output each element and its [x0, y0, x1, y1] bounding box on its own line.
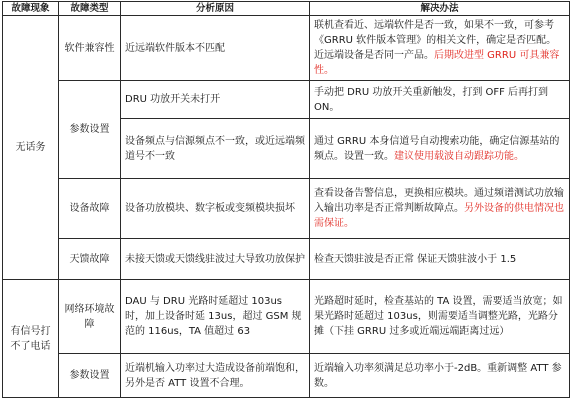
solution-note: 另外设备的供电情况也需保证。: [314, 203, 564, 229]
solution-cell: [310, 16, 570, 81]
solution-cell: [310, 239, 570, 280]
solution-cell: [310, 119, 570, 179]
cause-cell: 设备功放模块、数字板或变频模块损坏: [121, 179, 310, 239]
table-row: [3, 280, 570, 354]
cause-cell: 近端机输入功率过大造成设备前端饱和，另外是否 ATT 设置不合理。: [121, 354, 310, 398]
type-cell: 天馈故障: [59, 239, 121, 280]
solution-cell: [310, 354, 570, 398]
solution-text: 光路超时延时，检查基站的 TA 设置，需要适当放宽；如果光路时延超过 103us，则需要适当调整光路，光路分摊（下挂 GRRU 过多或近端远端距离过远）: [314, 296, 563, 337]
fault-table: [2, 1, 570, 398]
solution-cell: [310, 280, 570, 354]
type-cell: 软件兼容性: [59, 16, 121, 81]
phenomenon-cell: 无话务: [3, 16, 59, 280]
table-row: [3, 81, 570, 119]
cause-cell: 未接天馈或天馈线驻波过大导致功放保护: [121, 239, 310, 280]
solution-note: 建议使用载波自动跟踪功能。: [394, 150, 524, 162]
type-cell: 参数设置: [59, 354, 121, 398]
header-solution: 解决办法: [310, 2, 570, 16]
solution-text: 查看设备告警信息，更换相应模块。通过频谱测试功放输入输出功率是否正常判断故障点。: [314, 188, 564, 214]
type-cell: 设备故障: [59, 179, 121, 239]
header-cause: 分析原因: [121, 2, 310, 16]
table-row: [3, 354, 570, 398]
cause-cell: DAU 与 DRU 光路时延超过 103us 时，加上设备时延 13us，超过 GSM 规范的 116us，TA 值超过 63: [121, 280, 310, 354]
solution-text: 联机查看近、远端软件是否一致，如果不一致，可参考《GRRU 软件版本管理》的相关文件，确定是否匹配。近远端设备是否同一产品。: [314, 20, 557, 61]
table-row: [3, 239, 570, 280]
header-type: 故障类型: [59, 2, 121, 16]
cause-cell: DRU 功放开关未打开: [121, 81, 310, 119]
solution-text: 通过 GRRU 本身信道号自动搜索功能，确定信源基站的频点。设置一致。: [314, 135, 560, 162]
table-row: [3, 16, 570, 81]
type-cell: 网络环境故障: [59, 280, 121, 354]
type-cell: 参数设置: [59, 81, 121, 179]
cause-cell: 设备频点与信源频点不一致，或近远端频道号不一致: [121, 119, 310, 179]
table-row: [3, 179, 570, 239]
solution-note: 后期改进型 GRRU 可具兼容性。: [314, 50, 560, 76]
solution-text: 检查天馈驻波是否正常 保证天馈驻波小于 1.5: [314, 253, 517, 265]
header-row: [3, 2, 570, 16]
solution-cell: [310, 81, 570, 119]
header-phenomenon: 故障现象: [3, 2, 59, 16]
solution-cell: [310, 179, 570, 239]
solution-text: 手动把 DRU 功放开关重新触发，打到 OFF 后再打到 ON。: [314, 86, 549, 113]
solution-text: 近端输入功率须满足总功率小于-2dB。重新调整 ATT 参数。: [314, 362, 562, 389]
cause-cell: 近远端软件版本不匹配: [121, 16, 310, 81]
phenomenon-cell: 有信号打不了电话: [3, 280, 59, 398]
